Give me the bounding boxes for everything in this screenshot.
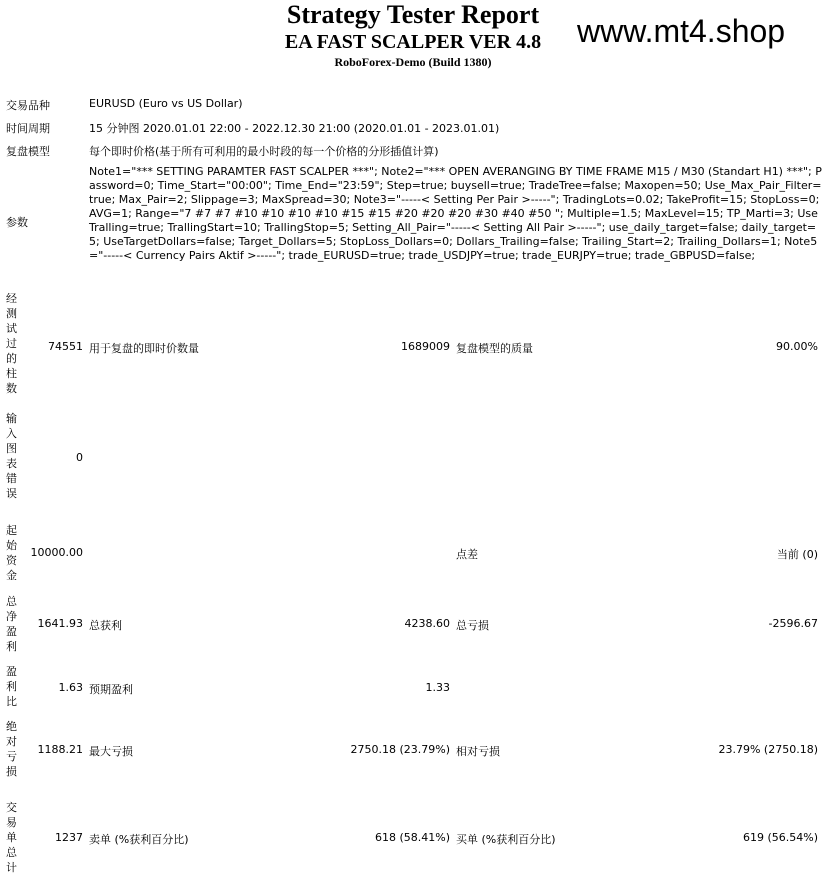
ticks-label: 用于复盘的即时价数量 [89, 342, 199, 355]
spread-label: 点差 [456, 548, 478, 561]
model-value: 每个即时价格(基于所有可利用的最小时段的每一个价格的分形插值计算) [89, 145, 439, 158]
profit-factor-value: 1.63 [58, 681, 83, 694]
long-positions-value: 619 (56.54%) [742, 831, 818, 844]
max-drawdown-value: 2750.18 (23.79%) [350, 743, 450, 756]
deposit-value: 10000.00 [30, 546, 83, 559]
period-label: 时间周期 [6, 122, 50, 135]
max-drawdown-label: 最大亏损 [89, 745, 133, 758]
mismatch-value: 0 [76, 451, 83, 464]
symbol-value: EURUSD (Euro vs US Dollar) [89, 97, 243, 110]
deposit-label: 起始资金 [6, 524, 17, 582]
symbol-label: 交易品种 [6, 99, 50, 112]
abs-drawdown-value: 1188.21 [37, 743, 83, 756]
expected-payoff-label: 预期盈利 [89, 683, 133, 696]
gross-profit-label: 总获利 [89, 619, 122, 632]
rel-drawdown-label: 相对亏损 [456, 745, 500, 758]
server-build: RoboForex-Demo (Build 1380) [334, 55, 492, 69]
abs-drawdown-label: 绝对亏损 [6, 720, 17, 778]
long-positions-label: 买单 (%获利百分比) [456, 833, 556, 846]
total-trades-value: 1237 [55, 831, 83, 844]
params-label: 参数 [6, 216, 28, 229]
rel-drawdown-value: 23.79% (2750.18) [718, 743, 818, 756]
expected-payoff-value: 1.33 [425, 681, 450, 694]
mismatch-label: 输入图表错误 [6, 412, 17, 500]
report-title: Strategy Tester Report [286, 0, 540, 29]
total-trades-label: 交易单总计 [6, 801, 17, 874]
spread-value: 当前 (0) [776, 548, 818, 561]
net-profit-label: 总净盈利 [6, 595, 17, 653]
short-positions-label: 卖单 (%获利百分比) [89, 833, 189, 846]
watermark: www.mt4.shop [577, 13, 786, 49]
period-value: 15 分钟图 2020.01.01 22:00 - 2022.12.30 21:00 (2020.01.01 - 2023.01.01) [89, 122, 500, 135]
gross-profit-value: 4238.60 [404, 617, 450, 630]
gross-loss-value: -2596.67 [768, 617, 818, 630]
net-profit-value: 1641.93 [37, 617, 83, 630]
expert-name: EA FAST SCALPER VER 4.8 [284, 31, 542, 53]
gross-loss-label: 总亏损 [456, 619, 489, 632]
report-header [0, 0, 826, 80]
params-value: Note1="*** SETTING PARAMTER FAST SCALPER ***"; Note2="*** OPEN AVERANGING BY TIME FRAME M15 / M30 (Standart H1) ***"; Password=0; Time_Start="00:00"; Time_End="23:59"; Step=true; buysell=true; TradeTree=false; Maxopen=50; Use_Max_Pair_Filter=true; Max_Pair=2; Slippage=3; MaxSpread=30; Note3="-----< Setting Per Pair >-----"; TradingLots=0.02; TakeProfit=15; StopLoss=0; AVG=1; Range="7 #7 #7 #10 #10 #10 #10 #15 #15 #20 #20 #20 #30 #40 #50 "; Multiple=1.5; MaxLevel=15; TP_Marti=3; UseTralling=true; TrallingStart=10; TrallingStop=5; Setting_All_Pair="-----< Setting All Pair >-----"; use_daily_target=false; daily_target=5; UseTargetDollars=false; Target_Dollars=5; StopLoss_Dollars=0; Dollars_Trailing=false; Trailing_Start=2; Trailing_Dollars=1; Note5="-----< Currency Pairs Aktif >-----"; trade_EURUSD=true; trade_USDJPY=true; trade_EURJPY=true; trade_GBPUSD=false; [89, 165, 822, 262]
bars-value: 74551 [48, 340, 83, 353]
bars-label: 经测试过的柱数 [6, 292, 17, 395]
short-positions-value: 618 (58.41%) [374, 831, 450, 844]
quality-label: 复盘模型的质量 [456, 342, 533, 355]
model-label: 复盘模型 [6, 145, 50, 158]
profit-factor-label: 盈利比 [6, 665, 17, 708]
quality-value: 90.00% [776, 340, 818, 353]
ticks-value: 1689009 [401, 340, 450, 353]
